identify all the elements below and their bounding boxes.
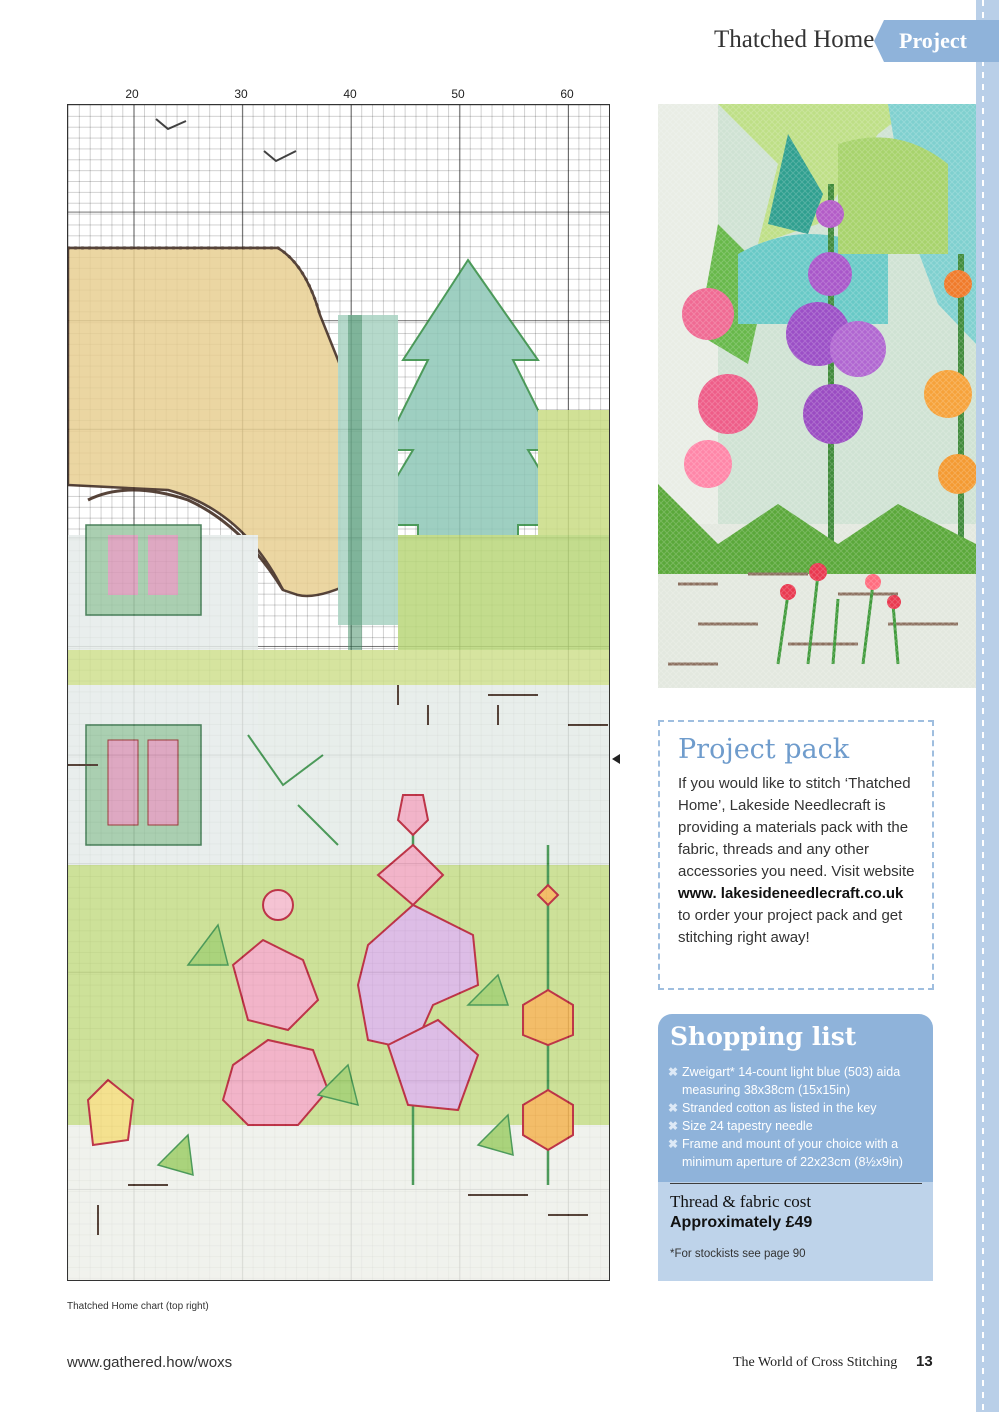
page-number: 13 [916,1353,933,1370]
chart-column-number: 30 [234,87,248,101]
chart-column-number: 50 [451,87,465,101]
cross-stitch-chart [67,104,610,1281]
cost-value: Approximately £49 [670,1214,813,1231]
cost-label: Thread & fabric cost [670,1192,812,1211]
project-pack-text-end: to order your project pack and get stitching right away! [678,907,903,946]
cross-bullet-icon: ✖ [668,1065,679,1079]
section-tag: Project [884,20,999,62]
project-pack-box [658,720,934,990]
chart-artwork [68,105,610,1281]
chart-column-number: 40 [343,87,357,101]
chart-column-number: 60 [560,87,574,101]
stitched-detail-image [658,104,976,688]
cross-bullet-icon: ✖ [668,1101,679,1115]
chart-caption: Thatched Home chart (top right) [67,1301,209,1312]
footer-url[interactable]: www.gathered.how/woxs [67,1354,233,1371]
shopping-list-item: ✖ Zweigart* 14-count light blue (503) aida measuring 38x38cm (15x15in) [668,1065,901,1097]
project-pack-text [678,773,916,949]
project-pack-text-start: If you would like to stitch ‘Thatched Home’, Lakeside Needlecraft is providing a materials pack with the fabric, threads and any other accessories you need. Visit website [678,775,915,880]
cross-bullet-icon: ✖ [668,1137,679,1151]
chart-column-number: 20 [125,87,139,101]
stitched-detail-photo [658,104,976,688]
project-pack-title: Project pack [678,734,850,765]
project-pack-link[interactable]: www. lakesideneedlecraft.co.uk [678,885,904,902]
chart-centre-arrow-icon [612,754,620,764]
footer-magazine-name: The World of Cross Stitching [733,1355,898,1370]
shopping-list-title: Shopping list [670,1022,857,1051]
section-title: Thatched Home [714,26,875,53]
shopping-list-items [668,1063,926,1171]
cross-bullet-icon: ✖ [668,1119,679,1133]
shopping-list-box [658,1014,933,1281]
stockists-note: *For stockists see page 90 [670,1248,806,1260]
shopping-list-item: ✖ Size 24 tapestry needle [668,1119,813,1133]
shopping-list-item: ✖ Frame and mount of your choice with a minimum aperture of 22x23cm (8½x9in) [668,1137,903,1169]
shopping-list-item: ✖ Stranded cotton as listed in the key [668,1101,877,1115]
page-edge-stripe [976,0,999,1412]
cost-divider [670,1183,922,1184]
